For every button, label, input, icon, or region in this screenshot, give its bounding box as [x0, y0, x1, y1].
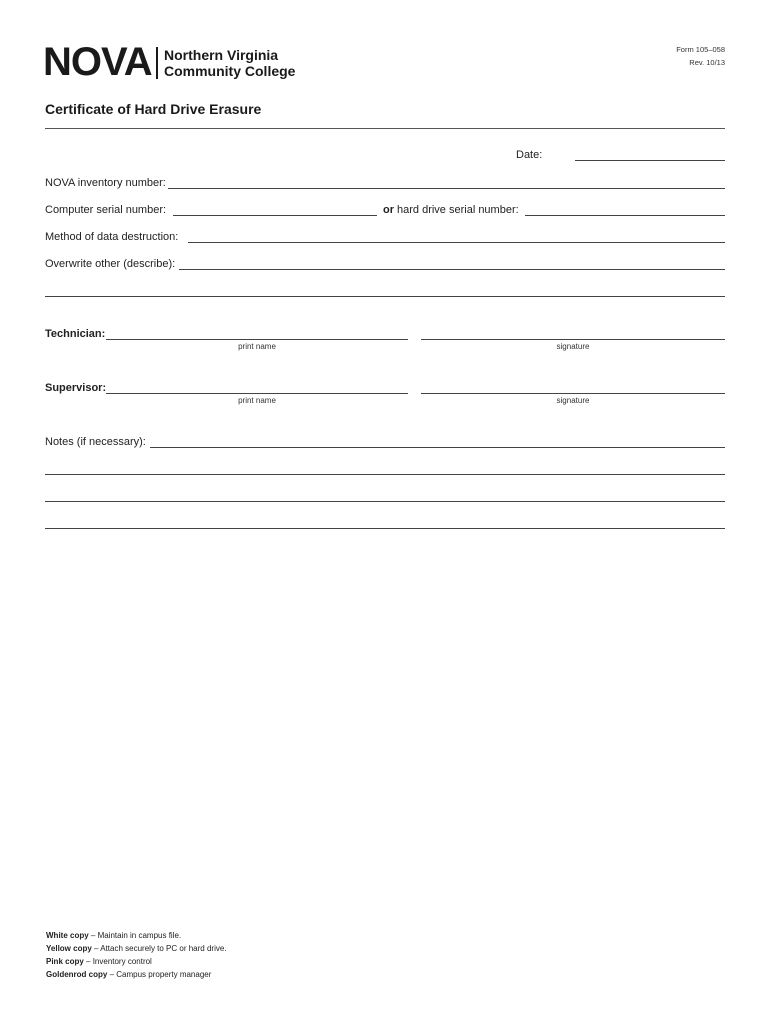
footer-line-goldenrod: Goldenrod copy – Campus property manager — [46, 970, 212, 979]
footer-line-white: White copy – Maintain in campus file. — [46, 931, 182, 940]
or-label: or — [383, 204, 394, 216]
hard-drive-serial-label: hard drive serial number: — [397, 204, 519, 216]
technician-print-name-caption: print name — [238, 342, 276, 351]
date-label: Date: — [516, 149, 543, 161]
form-number: Form 105–058 — [676, 45, 725, 54]
supervisor-print-name-caption: print name — [238, 396, 276, 405]
notes-label: Notes (if necessary): — [45, 436, 146, 448]
method-field[interactable] — [188, 242, 725, 243]
hard-drive-serial-field[interactable] — [525, 215, 725, 216]
method-label: Method of data destruction: — [45, 231, 179, 243]
supervisor-label: Supervisor: — [45, 382, 107, 394]
notes-field-line-3[interactable] — [45, 501, 725, 502]
overwrite-label: Overwrite other (describe): — [45, 258, 176, 270]
technician-label: Technician: — [45, 328, 106, 340]
inventory-number-label: NOVA inventory number: — [45, 177, 166, 189]
supervisor-signature-field[interactable] — [421, 393, 725, 394]
notes-field-line-2[interactable] — [45, 474, 725, 475]
computer-serial-field[interactable] — [173, 215, 377, 216]
notes-field[interactable] — [150, 447, 725, 448]
supervisor-signature-caption: signature — [556, 396, 590, 405]
footer-line-pink: Pink copy – Inventory control — [46, 957, 152, 966]
nova-logo-wordmark: NOVA — [43, 40, 152, 84]
supervisor-print-name-field[interactable] — [106, 393, 408, 394]
technician-signature-caption: signature — [556, 342, 590, 351]
title-divider — [45, 128, 725, 129]
footer-line-yellow: Yellow copy – Attach securely to PC or hard drive. — [46, 944, 227, 953]
page-title: Certificate of Hard Drive Erasure — [45, 101, 262, 117]
overwrite-field[interactable] — [179, 269, 725, 270]
technician-print-name-field[interactable] — [106, 339, 408, 340]
logo-college-line1: Northern Virginia — [164, 47, 279, 63]
logo-divider — [156, 47, 158, 79]
overwrite-field-continued[interactable] — [45, 296, 725, 297]
form-revision: Rev. 10/13 — [689, 58, 725, 67]
inventory-number-field[interactable] — [168, 188, 725, 189]
logo-college-line2: Community College — [164, 63, 296, 79]
notes-field-line-4[interactable] — [45, 528, 725, 529]
computer-serial-label: Computer serial number: — [45, 204, 167, 216]
technician-signature-field[interactable] — [421, 339, 725, 340]
date-field[interactable] — [575, 160, 725, 161]
